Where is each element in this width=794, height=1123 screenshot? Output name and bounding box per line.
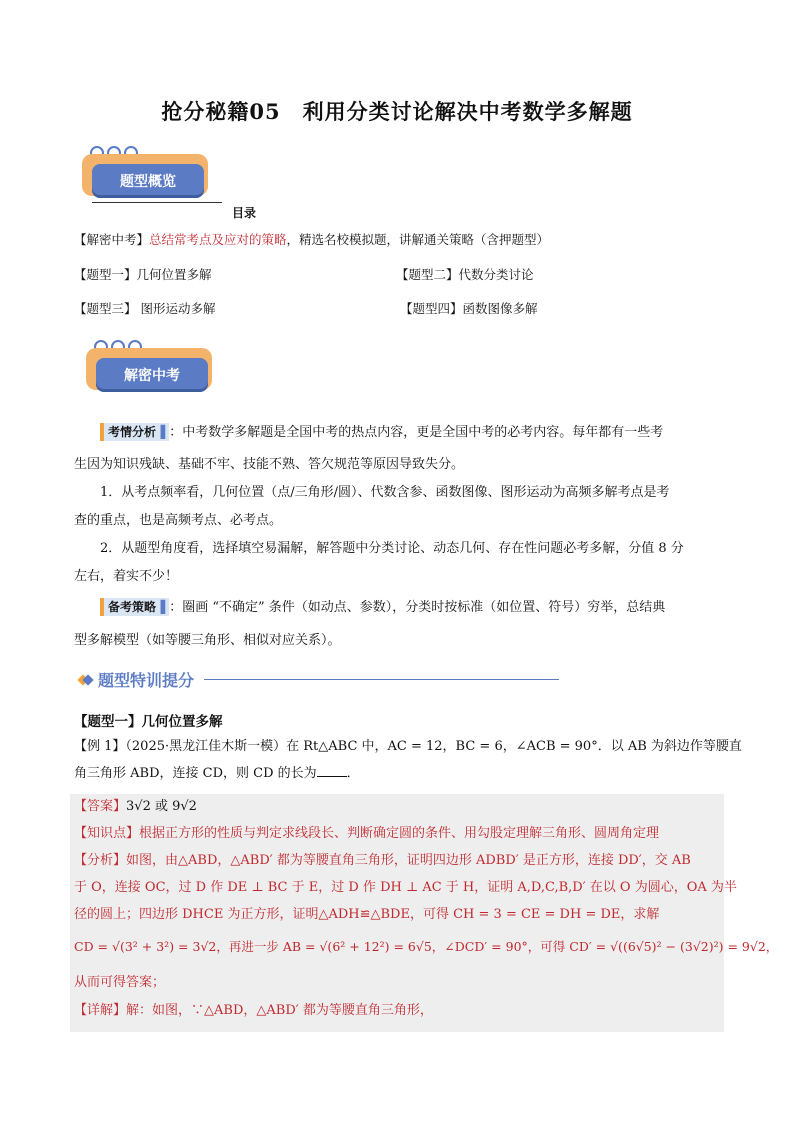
example-line-2 [74,763,724,785]
strategy-label: 备考策略▐ [100,598,169,616]
analysis-text-3: 径的圆上；四边形 DHCE 为正方形，证明△ADH≌△BDE，可得 CH = 3 = CE = DH = DE，求解 [74,907,660,922]
detail-text: 解：如图，∵△ABD，△ABD′ 都为等腰直角三角形， [126,1003,433,1018]
toc-intro-prefix: 【解密中考】 [74,232,150,247]
toc-intro-rest: ，精选名校模拟题，讲解通关策略（含押题型） [286,232,550,247]
analysis-point-2b: 左右，着实不少！ [74,569,179,584]
analysis-text-5: 从而可得答案； [74,975,166,990]
analysis-solution-line-1 [74,850,724,872]
toc-item-1[interactable]: 【题型一】几何位置多解 [74,267,212,282]
toc-intro-highlight: 总结常考点及应对的策略 [149,232,287,247]
analysis-text-1: 如图，由△ABD，△ABD′ 都为等腰直角三角形，证明四边形 ADBD′ 是正方形，连接 DD′，交 AB [126,853,691,868]
toc-item-2[interactable]: 【题型二】代数分类讨论 [396,267,534,282]
analysis-text-2: 于 O，连接 OC，过 D 作 DE ⊥ BC 于 E，过 D 作 DH ⊥ AC 于 H，证明 A,D,C,B,D′ 在以 O 为圆心，OA 为半 [74,880,737,895]
analysis-text-4: CD = √(3² + 3²) = 3√2，再进一步 AB = √(6² + 12²) = 6√5，∠DCD′ = 90°，可得 CD′ = √((6√5)² − (3√2)²) = 9√2， [74,939,779,954]
toc-item-3[interactable]: 【题型三】 图形运动多解 [74,301,216,316]
toc-intro [74,230,549,250]
analysis-block [100,419,724,447]
toc-item-4[interactable]: 【题型四】函数图像多解 [400,301,538,316]
analysis-tag: 【分析】 [74,853,127,868]
section-header [78,668,559,691]
example-line-2-end: ． [346,766,360,781]
knowledge-tag: 【知识点】 [74,826,140,841]
overview-badge-label: 题型概览 [92,164,204,198]
analysis-line-2: 生因为知识残缺、基础不牢、技能不熟、答欠规范等原因导致失分。 [74,457,465,472]
knowledge-text: 根据正方形的性质与判定求线段长、判断确定圆的条件、用勾股定理解三角形、圆周角定理 [139,826,660,841]
strategy-block [100,594,724,622]
answer-value: 3√2 或 9√2 [126,799,197,814]
section-divider [204,679,559,680]
decrypt-badge [80,340,210,400]
analysis-point-1b: 查的重点，也是高频考点、必考点。 [74,513,283,528]
analysis-point-2a: 2．从题型角度看，选择填空易漏解，解答题中分类讨论、动态几何、存在性问题必考多解，分值 8 分 [100,541,684,556]
toc-label: 目录 [232,206,257,220]
type1-heading: 【题型一】几何位置多解 [74,714,223,730]
detail-tag: 【详解】 [74,1003,127,1018]
analysis-label: 考情分析▐ [100,423,169,441]
example-line-2-text: 角三角形 ABD，连接 CD，则 CD 的长为 [74,766,317,781]
answer-line [74,796,724,818]
knowledge-line [74,823,724,845]
answer-tag: 【答案】 [74,799,127,814]
strategy-line-2: 型多解模型（如等腰三角形、相似对应关系）。 [74,633,341,648]
strategy-line-1: ：圈画 “不确定” 条件（如动点、参数），分类时按标准（如位置、符号）穷举，总结典 [169,600,666,615]
example-line-1: 【例 1】（2025·黑龙江佳木斯一模）在 Rt△ABC 中，AC = 12，BC = 6，∠ACB = 90°．以 AB 为斜边作等腰直 [74,739,742,754]
decrypt-badge-label: 解密中考 [96,358,208,392]
page-title: 抢分秘籍05 利用分类讨论解决中考数学多解题 [161,99,633,124]
section-title: 题型特训提分 [98,671,195,690]
analysis-line-1: ：中考数学多解题是全国中考的热点内容，更是全国中考的必考内容。每年都有一些考 [169,425,664,440]
answer-blank [317,764,347,777]
overview-badge [76,146,206,206]
analysis-point-1a: 1．从考点频率看，几何位置（点/三角形/圆）、代数含参、函数图像、图形运动为高频多解考点是考 [100,485,670,500]
diamond-icon [78,673,92,687]
detail-line [74,1000,724,1022]
